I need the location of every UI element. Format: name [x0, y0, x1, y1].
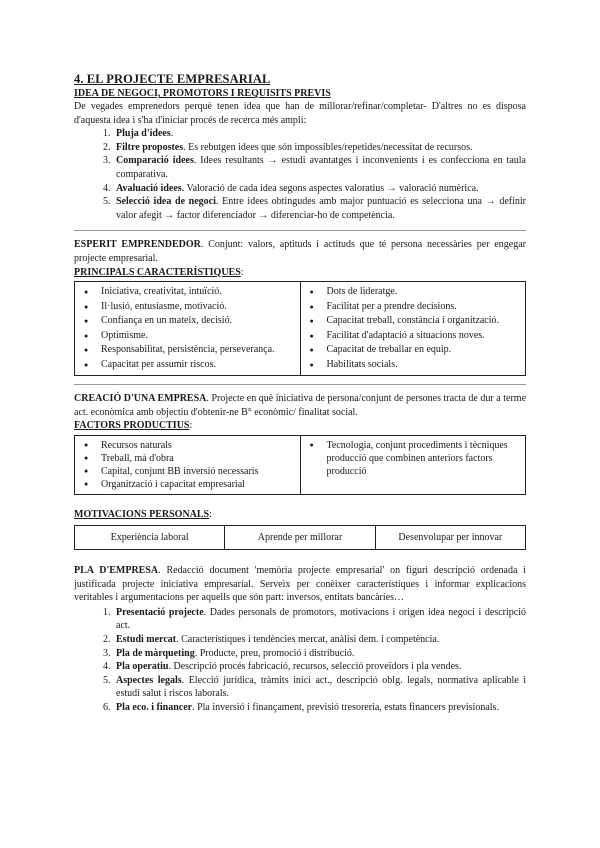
esperit-paragraph: ESPERIT EMPRENDEDOR. Conjunt: valors, aptituds i actituds que té persona necessàries per engegar projecte empresarial.: [74, 239, 526, 264]
list-item: ● Tecnologia, conjunt procediments i tècniques producció que combinen anteriors factors producció: [327, 439, 520, 478]
pla-empresa-list: [74, 606, 526, 715]
divider: [74, 230, 526, 231]
list-item: 1. Presentació projecte. Dades personals de promotors, motivacions i origen idea negoci i descripció act.: [113, 606, 526, 633]
list-item: 5. Aspectes legals. Elecció jurídica, tràmits inici act., descripció oblg. legals, normativa aplicable i estudi salut i riscos laborals.: [113, 674, 526, 701]
list-item: 3. Comparació idees. Idees resultants → estudi avantatges i inconvenients i es confecciona en taula comparativa.: [113, 154, 526, 181]
list-item: ● Optimisme.: [101, 329, 294, 344]
pla-empresa-paragraph: PLA D'EMPRESA. Redacció document 'memòria projecte empresarial' on figuri descripció ordenada i justificada projecte iniciativa empresarial. Serveix per conèixer característiques i informar explicacions veritables i argumentacions per aquells que són part: inversos, entitats bancàries…: [74, 565, 526, 604]
factors-table: [74, 435, 526, 495]
characteristics-table: [74, 281, 526, 376]
motivation-cell: Desenvolupar per innovar: [375, 525, 525, 550]
factors-right: [300, 435, 526, 494]
list-item: ● Treball, mà d'obra: [101, 452, 294, 465]
list-item: 5. Selecció idea de negoci. Entre idees obtingudes amb major puntuació es selecciona una → definir valor afegit → factor diferenciador → diferenciar-ho de competència.: [113, 195, 526, 222]
list-item: 4. Pla operatiu. Descripció procés fabricació, recursos, selecció proveïdors i pla vendes.: [113, 660, 526, 674]
list-item: ● Capacitat de treballar en equip.: [327, 343, 520, 358]
list-item: 1. Pluja d'idees.: [113, 127, 526, 141]
motivations-table: [74, 525, 526, 551]
factors-left: [75, 435, 301, 494]
characteristics-left: [75, 282, 301, 376]
motivation-cell: Aprende per millorar: [225, 525, 375, 550]
list-item: 4. Avaluació idees. Valoració de cada idea segons aspectes valoratius → valoració numèrica.: [113, 182, 526, 196]
idea-steps-list: [74, 127, 526, 222]
motivations-heading: MOTIVACIONS PERSONALS:: [74, 508, 212, 520]
list-item: ● Recursos naturals: [101, 439, 294, 452]
list-item: ● Organització i capacitat empresarial: [101, 478, 294, 491]
divider: [74, 384, 526, 385]
characteristics-heading: PRINCIPALS CARACTERÍSTIQUES:: [74, 266, 244, 278]
list-item: 3. Pla de màrqueting. Producte, preu, promoció i distribució.: [113, 647, 526, 661]
list-item: ● Capacitat per assumir riscos.: [101, 358, 294, 373]
list-item: ● Habilitats socials.: [327, 358, 520, 373]
characteristics-right: [300, 282, 526, 376]
idea-intro: De vegades emprenedors perquè tenen idea que han de millorar/refinar/completar- D'altres no es disposa d'aquesta idea i s'ha d'iniciar procés de recerca més ampli:: [74, 101, 526, 126]
creacio-paragraph: CREACIÓ D'UNA EMPRESA. Projecte en què iniciativa de persona/conjunt de persones tracta de dur a terme act. econòmica amb objectiu d'obtenir-ne B° econòmic/ finalitat social.: [74, 393, 527, 418]
list-item: ● Iniciativa, creativitat, intuïció.: [101, 285, 294, 300]
list-item: ● Capacitat treball, constància i organització.: [327, 314, 520, 329]
list-item: ● Facilitat d'adaptació a situacions noves.: [327, 329, 520, 344]
factors-heading: FACTORS PRODUCTIUS:: [74, 420, 193, 432]
motivation-cell: Experiència laboral: [75, 525, 225, 550]
idea-heading: IDEA DE NEGOCI, PROMOTORS I REQUISITS PREVIS: [74, 88, 331, 99]
list-item: ● Responsabilitat, persistència, perseverança.: [101, 343, 294, 358]
section-title: 4. EL PROJECTE EMPRESARIAL: [74, 72, 271, 86]
document-page: [74, 72, 526, 715]
list-item: ● Capital, conjunt BB inversió necessaris: [101, 465, 294, 478]
list-item: 2. Estudi mercat. Característiques i tendències mercat, anàlisi dem. i competència.: [113, 633, 526, 647]
list-item: ● Facilitat per a prendre decisions.: [327, 300, 520, 315]
list-item: ● Il·lusió, entusiasme, motivació.: [101, 300, 294, 315]
list-item: 6. Pla eco. i financer. Pla inversió i finançament, previsió tresoreria, estats financers previsionals.: [113, 701, 526, 715]
list-item: ● Dots de lideratge.: [327, 285, 520, 300]
list-item: 2. Filtre propostes. Es rebutgen idees que són impossibles/repetides/necessitat de recursos.: [113, 141, 526, 155]
list-item: ● Confiança en un mateix, decisió.: [101, 314, 294, 329]
